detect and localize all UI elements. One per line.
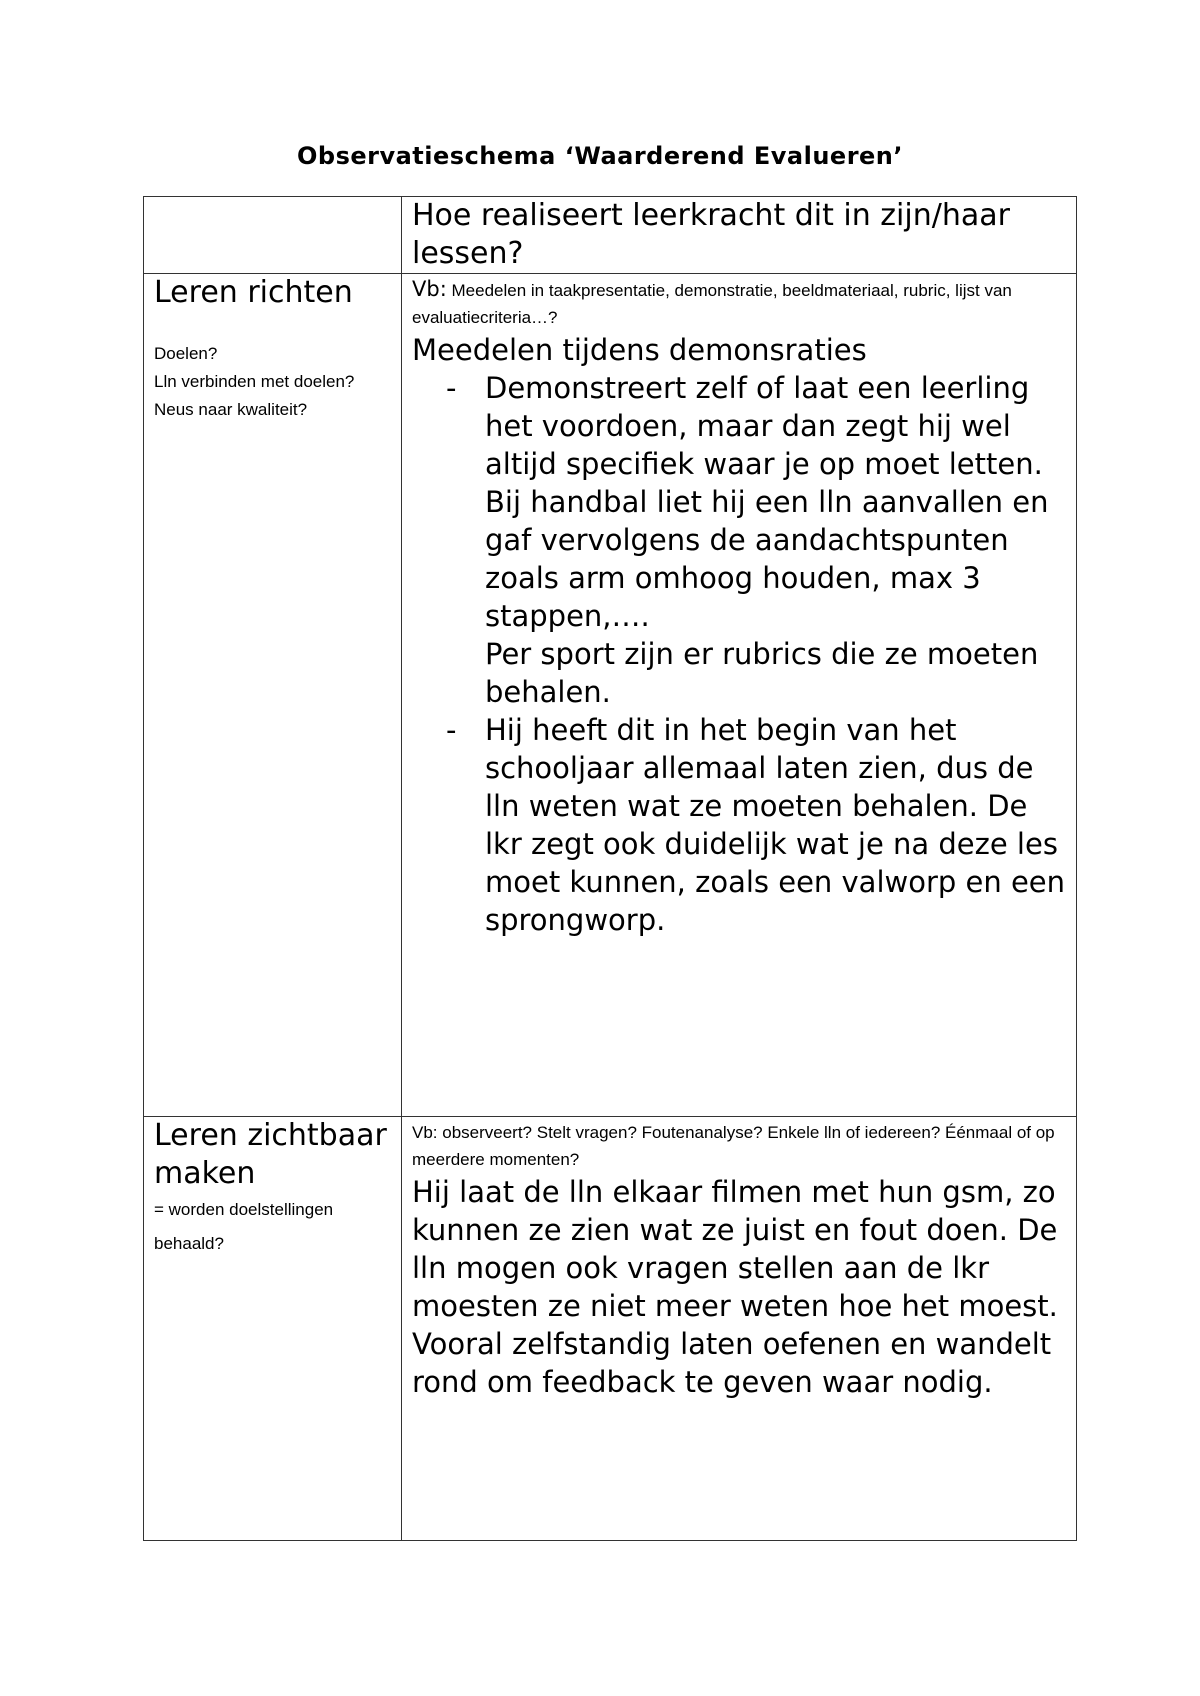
document-title: Observatieschema ‘Waarderend Evalueren’ — [296, 142, 904, 170]
bullet-text: Hij heeft dit in het begin van het schooljaar allemaal laten zien, dus de lln weten wat ze moeten behalen. De lkr zegt ook duidelijk wat je na deze les moet kunnen, zoals een valworp en een sprongworp. — [485, 713, 1066, 937]
example-hint: Vb: observeert? Stelt vragen? Foutenanalyse? Enkele lln of iedereen? Éénmaal of op meerdere momenten? — [412, 1123, 1055, 1169]
bullet-text: Demonstreert zelf of laat een leerling het voordoen, maar dan zegt hij wel altijd specifiek waar je op moet letten. Bij handbal liet hij een lln aanvallen en gaf vervolgens de aandachtspunten zoals arm omhoog houden, max 3 stappen,…. — [485, 371, 1049, 633]
list-item — [412, 711, 1068, 939]
hint-line: = worden doelstellingen behaald? — [154, 1200, 334, 1253]
section-title: Leren richten — [154, 275, 353, 310]
hint-line: Doelen? — [154, 344, 218, 363]
example-label: Vb: — [412, 277, 447, 301]
answer-cell — [402, 274, 1077, 1117]
section-title: Leren zichtbaar maken — [154, 1118, 387, 1191]
header-cell-empty — [144, 197, 402, 274]
table-row-leren-zichtbaar-maken — [144, 1117, 1077, 1541]
observation-table — [143, 196, 1077, 1541]
bullet-dash: - — [446, 371, 457, 405]
example-hint — [412, 274, 1068, 331]
hint-line: Lln verbinden met doelen? — [154, 372, 355, 391]
list-item — [412, 369, 1068, 711]
header-question-text: Hoe realiseert leerkracht dit in zijn/haar lessen? — [412, 198, 1010, 271]
example-text: Meedelen in taakpresentatie, demonstratie, beeldmateriaal, rubric, lijst van evaluatiecriteria…? — [412, 281, 1012, 327]
header-cell-question — [402, 197, 1077, 274]
hint-line: Neus naar kwaliteit? — [154, 400, 308, 419]
criterion-cell — [144, 274, 402, 1117]
bullet-extra-text: Per sport zijn er rubrics die ze moeten behalen. — [485, 637, 1039, 709]
criterion-cell — [144, 1117, 402, 1541]
answer-heading: Meedelen tijdens demonsraties — [412, 333, 867, 367]
bullet-list — [412, 369, 1068, 939]
table-header-row — [144, 197, 1077, 274]
table-row-leren-richten — [144, 274, 1077, 1117]
answer-text: Hij laat de lln elkaar filmen met hun gsm, zo kunnen ze zien wat ze juist en fout doen. De lln mogen ook vragen stellen aan de lkr moesten ze niet meer weten hoe het moest. Vooral zelfstandig laten oefenen en wandelt rond om feedback te geven waar nodig. — [412, 1175, 1058, 1399]
bullet-dash: - — [446, 713, 457, 747]
answer-cell — [402, 1117, 1077, 1541]
